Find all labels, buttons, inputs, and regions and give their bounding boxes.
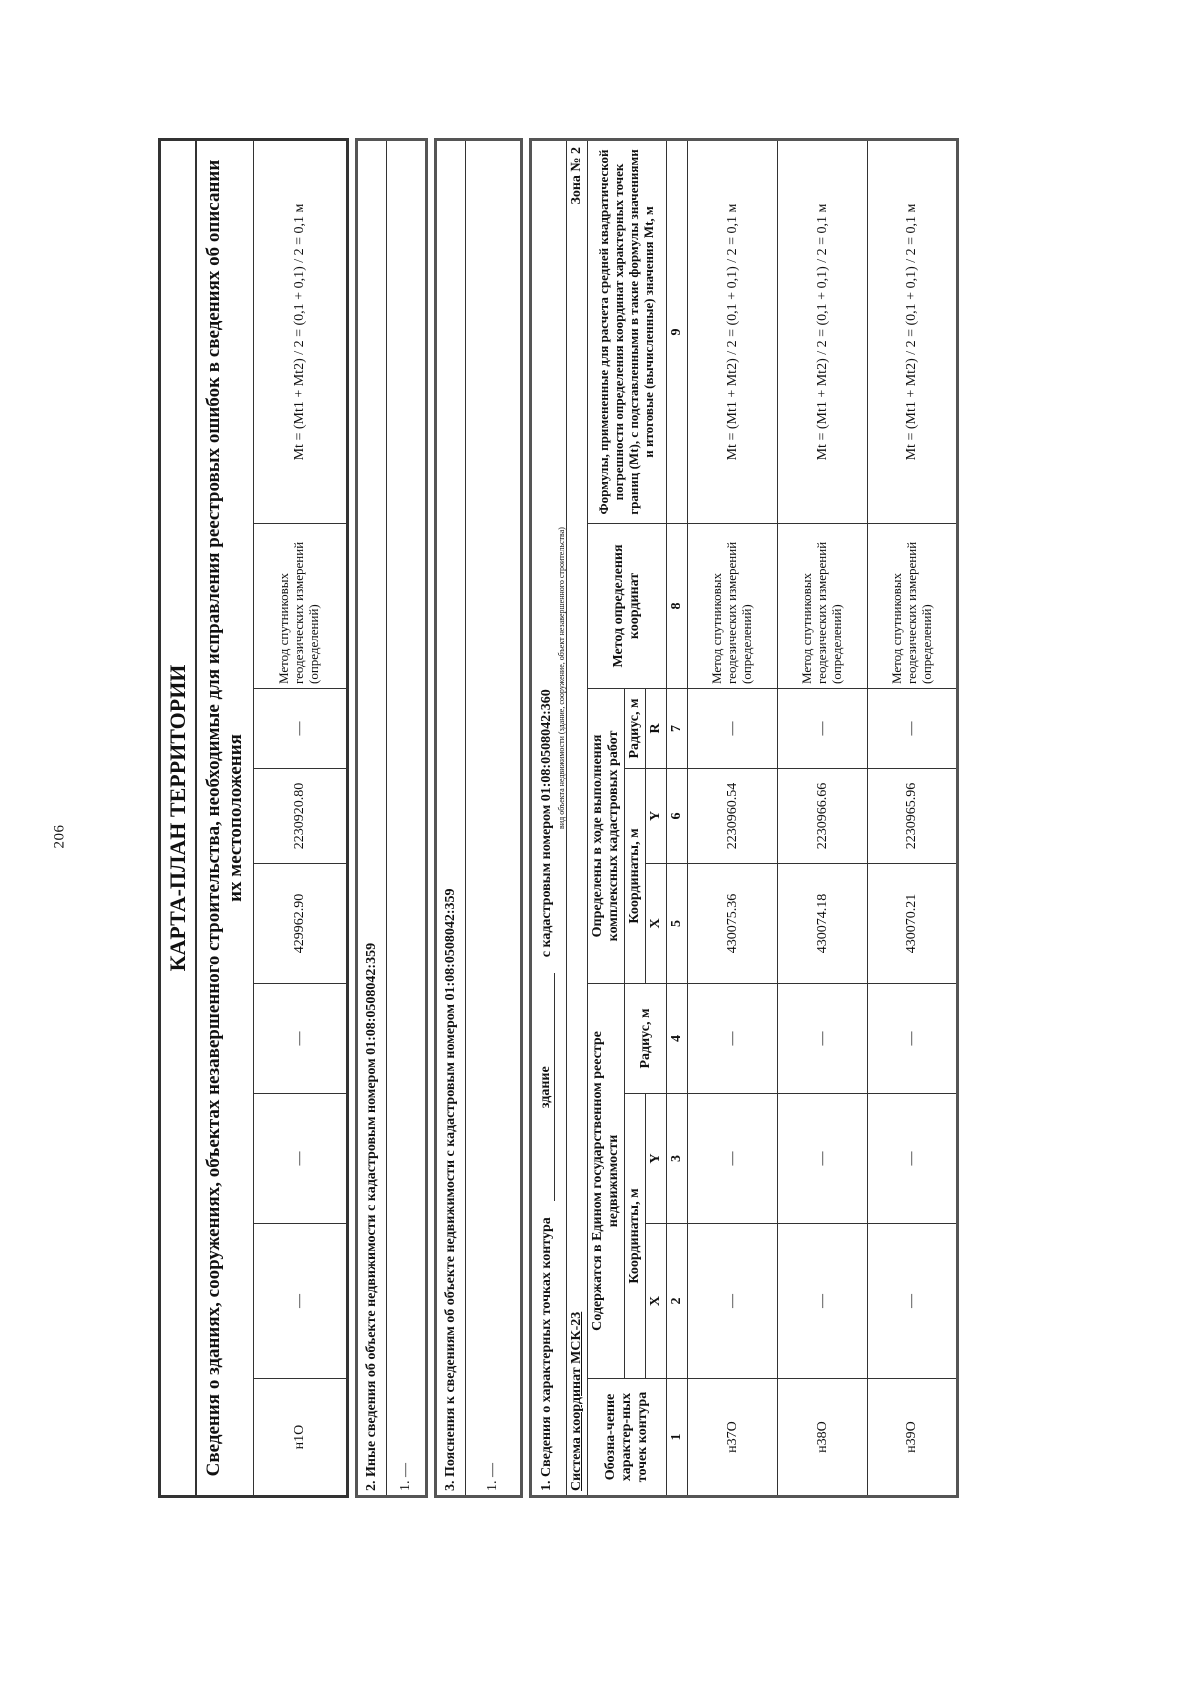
method-cell: Метод спутниковых геодезических измерений (определений) <box>778 523 868 688</box>
object-type: здание <box>538 973 555 1201</box>
method-cell: Метод спутниковых геодезических измерений (определений) <box>688 523 778 688</box>
point-cell: н37О <box>688 1379 778 1497</box>
table-row <box>253 140 347 1497</box>
method-cell: Метод спутниковых геодезических измерений (определений) <box>253 524 347 689</box>
r-cell: — <box>778 688 868 768</box>
y-cell: 2230960.54 <box>688 768 778 863</box>
header-x-defined: X <box>646 863 667 983</box>
y-egrn-cell: — <box>778 1094 868 1224</box>
object-type-note: вид объекта недвижимости (здание, сооружение, объект незавершенного строительства) <box>556 527 566 829</box>
x-egrn-cell: — <box>868 1224 958 1379</box>
formula-cell: Mt = (Mt1 + Mt2) / 2 = (0,1 + 0,1) / 2 = 0,1 м <box>688 140 778 524</box>
section-2-item: 1. — <box>386 140 426 1497</box>
y-egrn-cell: — <box>868 1094 958 1224</box>
r-cell: — <box>688 688 778 768</box>
header-egrn: Содержатся в Едином государственном реестре недвижимости <box>587 983 624 1378</box>
r-cell: — <box>868 688 958 768</box>
header-formula: Формулы, примененные для расчета средней квадратической погрешности определения координат характерных точек границ (Mt), с подставленными в такие формулы значениями и итоговые (вычисленные) значения Mt, м <box>587 140 666 524</box>
zone-label: Зона № 2 <box>568 147 584 205</box>
table-row <box>778 140 868 1497</box>
top-table <box>196 138 349 1498</box>
column-number: 7 <box>667 688 688 768</box>
points-table <box>587 138 959 1498</box>
x-egrn-cell: — <box>688 1224 778 1379</box>
y-cell: 2230920.80 <box>253 769 347 864</box>
r-cell: — <box>253 689 347 769</box>
subtitle: Сведения о зданиях, сооружениях, объектах незавершенного строительства, необходимые для исправления реестровых ошибок в сведениях об описании их местоположения <box>197 140 254 1497</box>
section-1 <box>529 138 587 1498</box>
column-number: 4 <box>667 983 688 1093</box>
y-egrn-cell: — <box>688 1094 778 1224</box>
r-egrn-cell: — <box>868 983 958 1093</box>
r-egrn-cell: — <box>778 983 868 1093</box>
header-radius-defined: Радиус, м <box>625 688 646 768</box>
column-numbers-row <box>667 140 688 1497</box>
x-cell: 430074.18 <box>778 863 868 983</box>
y-egrn-cell: — <box>253 1094 347 1224</box>
column-number: 5 <box>667 863 688 983</box>
point-cell: н38О <box>778 1379 868 1497</box>
x-cell: 430075.36 <box>688 863 778 983</box>
header-defined: Определены в ходе выполнения комплексных кадастровых работ <box>587 688 624 983</box>
point-cell: н39О <box>868 1379 958 1497</box>
document-sheet <box>158 138 1076 1498</box>
table-row <box>688 140 778 1497</box>
section-1-heading <box>532 141 557 1495</box>
r-egrn-cell: — <box>253 984 347 1094</box>
formula-cell: Mt = (Mt1 + Mt2) / 2 = (0,1 + 0,1) / 2 = 0,1 м <box>868 140 958 524</box>
y-cell: 2230965.96 <box>868 768 958 863</box>
header-y-defined: Y <box>646 768 667 863</box>
column-number: 6 <box>667 768 688 863</box>
header-point: Обозна-чение характер-ных точек контура <box>587 1379 666 1497</box>
header-y-egrn: Y <box>646 1094 667 1224</box>
section-2 <box>355 138 428 1498</box>
x-cell: 429962.90 <box>253 864 347 984</box>
column-number: 9 <box>667 140 688 524</box>
main-title: КАРТА-ПЛАН ТЕРРИТОРИИ <box>158 138 196 1498</box>
r-egrn-cell: — <box>688 983 778 1093</box>
column-number: 2 <box>667 1224 688 1379</box>
section-1-title: 1. Сведения о характерных точках контура <box>538 1217 554 1491</box>
x-egrn-cell: — <box>253 1224 347 1379</box>
y-cell: 2230966.66 <box>778 768 868 863</box>
section-2-title: 2. Иные сведения об объекте недвижимости с кадастровым номером 01:08:0508042:359 <box>356 140 386 1497</box>
header-radius-egrn: Радиус, м <box>625 983 667 1093</box>
table-row <box>868 140 958 1497</box>
header-r-defined: R <box>646 688 667 768</box>
point-cell: н1О <box>253 1379 347 1497</box>
x-egrn-cell: — <box>778 1224 868 1379</box>
method-cell: Метод спутниковых геодезических измерений (определений) <box>868 523 958 688</box>
header-method: Метод определения координат <box>587 523 666 688</box>
header-coords-defined: Координаты, м <box>625 768 646 983</box>
header-x-egrn: X <box>646 1224 667 1379</box>
rotated-document <box>158 138 1076 1498</box>
column-number: 1 <box>667 1379 688 1497</box>
cadastral-number: с кадастровым номером 01:08:0508042:360 <box>538 689 554 958</box>
formula-cell: Mt = (Mt1 + Mt2) / 2 = (0,1 + 0,1) / 2 = 0,1 м <box>778 140 868 524</box>
section-3 <box>434 138 523 1498</box>
x-cell: 430070.21 <box>868 863 958 983</box>
formula-cell: Mt = (Mt1 + Mt2) / 2 = (0,1 + 0,1) / 2 = 0,1 м <box>253 140 347 524</box>
page-number: 206 <box>51 824 68 849</box>
column-number: 3 <box>667 1094 688 1224</box>
header-coords-egrn: Координаты, м <box>625 1094 646 1379</box>
coordinate-system: Система координат МСК-23 <box>568 1311 584 1491</box>
section-3-title: 3. Пояснения к сведениям об объекте недвижимости с кадастровым номером 01:08:0508042:359 <box>435 140 465 1497</box>
section-3-item: 1. — <box>465 140 521 1497</box>
column-number: 8 <box>667 523 688 688</box>
